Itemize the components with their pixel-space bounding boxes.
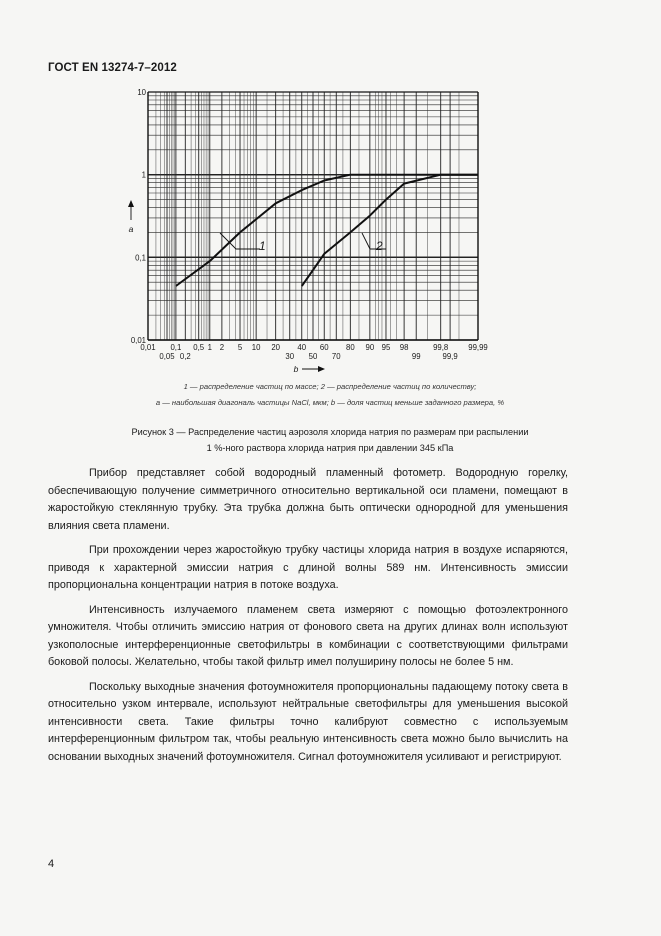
page-number: 4 [48,858,55,870]
x-tick-label-lower: 70 [331,352,341,361]
y-axis-label: a [128,224,134,234]
series-1-label: 1 [259,239,266,253]
x-tick-label-lower: 30 [285,352,295,361]
legend-line-1: 1 — распределение частиц по массе; 2 — распределение частиц по количеству; [183,382,477,391]
x-tick-label: 0,01 [140,343,156,352]
chart-labels [128,88,488,374]
x-tick-label: 1 [207,343,212,352]
chart-series [176,175,478,286]
x-tick-label: 98 [399,343,409,352]
x-tick-label: 10 [251,343,261,352]
x-tick-label: 0,1 [170,343,182,352]
x-tick-label: 95 [381,343,391,352]
x-axis-arrowhead [318,366,325,372]
series-1-curve [176,175,478,286]
particle-distribution-chart [0,0,661,380]
x-tick-label-lower: 99,9 [442,352,458,361]
body-text [48,465,568,773]
figure-caption-line-2: 1 %-ного раствора хлорида натрия при давлении 345 кПа [206,443,454,453]
x-tick-label: 40 [297,343,307,352]
document-code: ГОСТ EN 13274-7–2012 [48,62,177,74]
x-tick-label: 20 [271,343,281,352]
x-tick-label: 80 [345,343,355,352]
y-tick-label: 0,1 [135,253,146,263]
x-tick-label-lower: 99 [411,352,421,361]
x-tick-label-lower: 50 [308,352,318,361]
y-tick-label: 0,01 [130,336,146,345]
y-tick-label: 1 [141,170,146,180]
x-tick-label-lower: 0,2 [179,352,191,361]
series-2-label: 2 [376,239,383,253]
figure-caption-line-1: Рисунок 3 — Распределение частиц аэрозоля хлорида натрия по размерам при распылении [131,427,529,437]
y-axis-arrowhead [128,200,134,207]
paragraph-3: Интенсивность излучаемого пламенем света измеряют с помощью фотоэлектронного умножителя. Чтобы отличить эмиссию натрия от фонового света на других длинах волн используют узкополосные интерференционные светофильтры в комбинации с соответствующими фильтрами боковой полосы. Желательно, чтобы такой фильтр имел полуширину полосы не более 5 нм. [48,603,568,668]
x-tick-label-lower: 0,05 [159,352,175,361]
x-tick-label: 99,99 [468,343,488,352]
x-tick-label: 90 [365,343,375,352]
paragraph-1: Прибор представляет собой водородный пламенный фотометр. Водородную горелку, обеспечивающую получение симметричного относительно вертикальной оси пламени, помещают в жаростойкую стеклянную трубку. Эта трубка должна быть оптически однородной для уменьшения влияния света пламени. [48,467,568,532]
x-tick-label: 0,5 [193,343,205,352]
chart-grid [148,92,478,340]
x-tick-label: 60 [319,343,329,352]
x-tick-label: 5 [237,343,243,352]
paragraph-4: Поскольку выходные значения фотоумножителя пропорциональны падающему потоку света в относительно узком интервале, используют нейтральные светофильтры для уменьшения высокой интенсивности света. Такие фильтры точно калибруют совместно с используемым интерференционным фильтром так, чтобы реальную интенсивность света можно было вычислить на основании выходных значений фотоумножителя. Сигнал фотоумножителя усиливают и регистрируют. [48,680,568,763]
x-tick-label: 2 [219,343,225,352]
series-2-curve [302,175,478,286]
y-tick-label: 10 [137,88,146,97]
x-axis-label: b [293,364,299,374]
x-tick-label: 99,8 [433,343,449,352]
legend-line-2: a — наибольшая диагональ частицы NaCl, мкм; b — доля частиц меньше заданного размера, % [155,398,505,407]
paragraph-2: При прохождении через жаростойкую трубку частицы хлорида натрия в воздухе испаряются, приводя к характерной эмиссии натрия с длиной волны 589 нм. Интенсивность эмиссии пропорциональна концентрации натрия в потоке воздуха. [48,544,568,591]
